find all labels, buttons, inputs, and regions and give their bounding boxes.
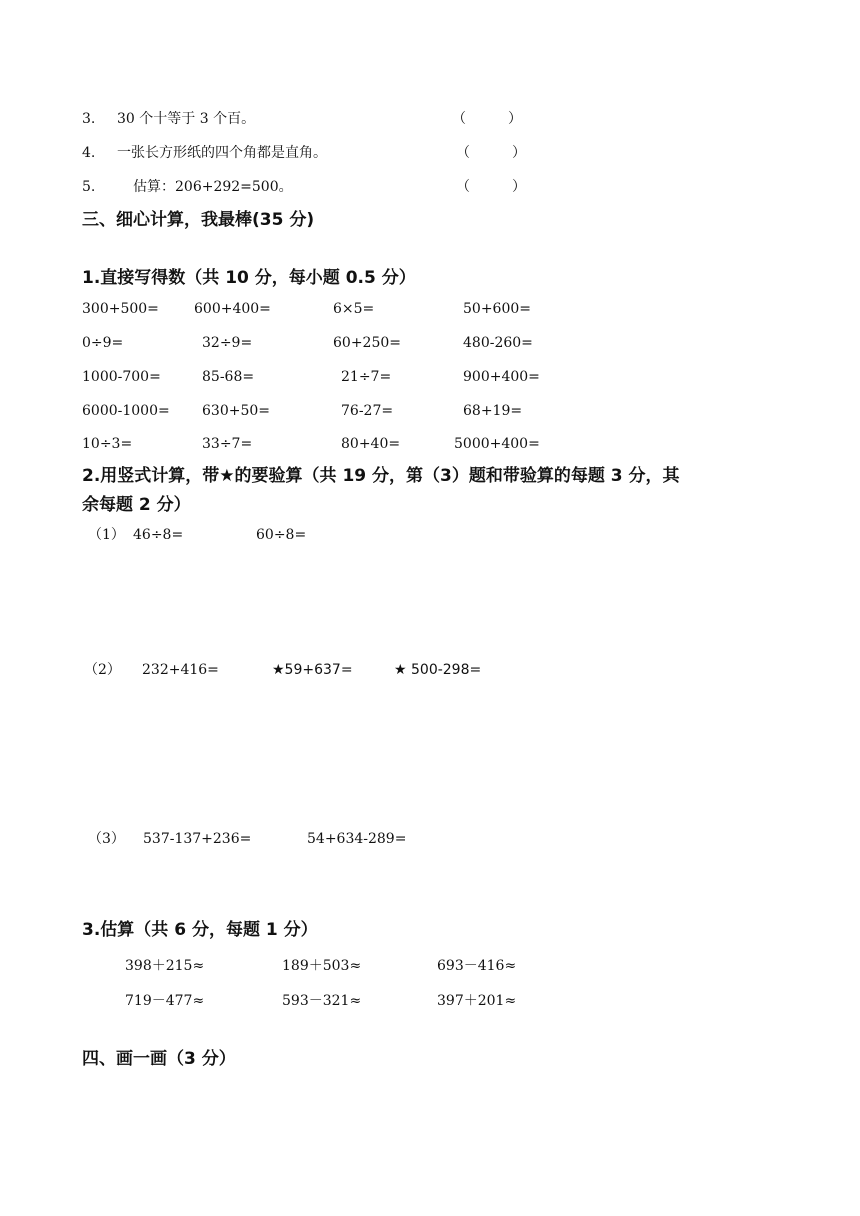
vertical-calc-item-verify: ★ 500-298= (394, 662, 482, 678)
part-2-title-line-2: 余每题 2 分） (82, 495, 191, 515)
oral-calc-item: 6×5= (333, 301, 375, 317)
vertical-calc-item-verify: ★59+637= (272, 662, 353, 678)
estimate-item: 719－477≈ (125, 993, 205, 1009)
vertical-calc-item: 232+416= (142, 662, 219, 678)
oral-calc-item: 1000-700= (82, 369, 161, 385)
judge-blank-3: （ ） (452, 111, 522, 127)
judge-number-3: 3. (82, 111, 96, 127)
part-3-title: 3.估算（共 6 分，每题 1 分） (82, 920, 318, 940)
oral-calc-item: 33÷7= (202, 436, 253, 452)
oral-calc-item: 10÷3= (82, 436, 133, 452)
oral-calc-item: 600+400= (194, 301, 271, 317)
judge-blank-4: （ ） (456, 145, 526, 161)
part-2-title-line-1: 2.用竖式计算，带★的要验算（共 19 分，第（3）题和带验算的每题 3 分，其 (82, 466, 680, 486)
vertical-calc-item: 537-137+236= (143, 831, 252, 847)
judge-text-3: 30 个十等于 3 个百。 (117, 111, 256, 127)
judge-number-4: 4. (82, 145, 96, 161)
oral-calc-item: 6000-1000= (82, 403, 170, 419)
judge-blank-5: （ ） (456, 179, 526, 195)
oral-calc-item: 80+40= (341, 436, 401, 452)
oral-calc-item: 85-68= (202, 369, 255, 385)
oral-calc-item: 60+250= (333, 335, 401, 351)
judge-text-5: 估算：206+292=500。 (133, 179, 293, 195)
judge-text-4: 一张长方形纸的四个角都是直角。 (117, 145, 327, 161)
oral-calc-item: 300+500= (82, 301, 159, 317)
question-label-2: （2） (84, 662, 121, 678)
vertical-calc-item: 60÷8= (256, 527, 307, 543)
oral-calc-item: 5000+400= (454, 436, 540, 452)
estimate-item: 397＋201≈ (437, 993, 517, 1009)
estimate-item: 189＋503≈ (282, 958, 362, 974)
part-1-title: 1.直接写得数（共 10 分，每小题 0.5 分） (82, 268, 416, 288)
estimate-item: 693－416≈ (437, 958, 517, 974)
oral-calc-item: 21÷7= (341, 369, 392, 385)
oral-calc-item: 0÷9= (82, 335, 124, 351)
oral-calc-item: 480-260= (463, 335, 533, 351)
section-4-title: 四、画一画（3 分） (82, 1049, 236, 1069)
estimate-item: 398＋215≈ (125, 958, 205, 974)
estimate-item: 593－321≈ (282, 993, 362, 1009)
question-label-3: （3） (88, 831, 125, 847)
oral-calc-item: 900+400= (463, 369, 540, 385)
oral-calc-item: 32÷9= (202, 335, 253, 351)
oral-calc-item: 630+50= (202, 403, 270, 419)
oral-calc-item: 68+19= (463, 403, 523, 419)
vertical-calc-item: 54+634-289= (307, 831, 407, 847)
oral-calc-item: 50+600= (463, 301, 531, 317)
vertical-calc-item: 46÷8= (133, 527, 184, 543)
question-label-1: （1） (88, 527, 125, 543)
judge-number-5: 5. (82, 179, 96, 195)
oral-calc-item: 76-27= (341, 403, 394, 419)
section-3-title: 三、细心计算，我最棒(35 分) (82, 210, 315, 230)
